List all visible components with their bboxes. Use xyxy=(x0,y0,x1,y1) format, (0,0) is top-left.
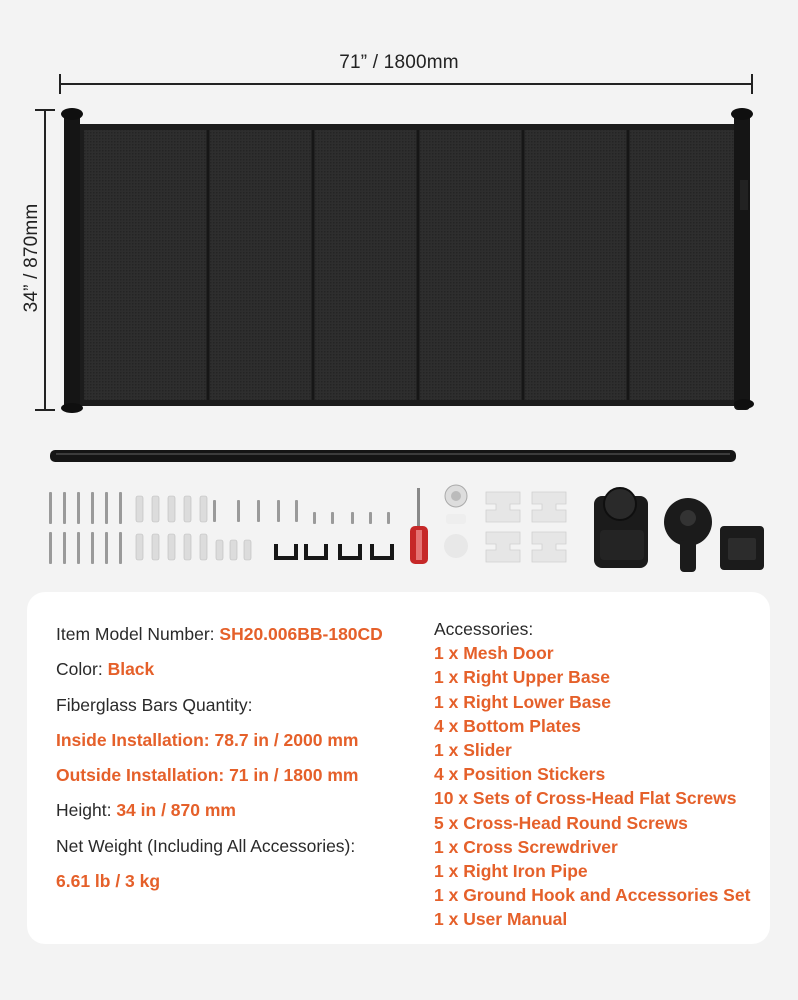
right-upper-base xyxy=(594,488,648,568)
height-value: 34 in / 870 mm xyxy=(116,800,236,821)
mesh-gate xyxy=(61,108,754,413)
accessory-item: 4 x Bottom Plates xyxy=(434,715,581,736)
accessory-item: 1 x Right Upper Base xyxy=(434,667,611,688)
model-number-label: Item Model Number: xyxy=(56,624,215,644)
screwdriver-icon xyxy=(410,488,428,564)
accessory-item: 1 x Ground Hook and Accessories Set xyxy=(434,885,751,906)
slider-part xyxy=(444,485,468,558)
bottom-plates xyxy=(276,544,392,558)
model-number-row xyxy=(56,617,426,652)
accessory-item: 4 x Position Stickers xyxy=(434,764,606,785)
ground-hook xyxy=(720,526,764,570)
outside-installation: Outside Installation: 71 in / 1800 mm xyxy=(56,765,359,786)
accessory-item: 1 x Slider xyxy=(434,739,512,760)
wall-anchors xyxy=(136,496,251,560)
specs-column xyxy=(56,617,426,899)
color-label: Color: xyxy=(56,659,103,680)
height-label: Height: xyxy=(56,800,112,821)
accessory-item: 1 x Mesh Door xyxy=(434,643,554,664)
left-post xyxy=(64,114,80,410)
height-dimension-label: 34” / 870mm xyxy=(21,203,42,313)
accessory-item: 1 x Right Lower Base xyxy=(434,691,611,712)
iron-pipe xyxy=(50,450,736,462)
model-number-value: SH20.006BB-180CD xyxy=(219,624,383,644)
height-row xyxy=(56,793,426,828)
accessory-item: 5 x Cross-Head Round Screws xyxy=(434,812,688,833)
accessories-column xyxy=(434,617,774,931)
accessory-item: 1 x Right Iron Pipe xyxy=(434,860,588,881)
position-stickers xyxy=(486,492,566,562)
width-dimension-label: 71” / 1800mm xyxy=(339,52,459,73)
width-dimension-line xyxy=(60,74,752,94)
inside-installation: Inside Installation: 78.7 in / 2000 mm xyxy=(56,729,359,750)
bars-quantity-label: Fiberglass Bars Quantity: xyxy=(56,694,253,715)
accessory-item: 1 x User Manual xyxy=(434,909,568,930)
accessory-item: 10 x Sets of Cross-Head Flat Screws xyxy=(434,788,737,809)
net-weight-label: Net Weight (Including All Accessories): xyxy=(56,835,356,856)
right-lower-base xyxy=(664,498,712,572)
color-row xyxy=(56,652,426,687)
color-value: Black xyxy=(107,659,155,680)
accessories-title: Accessories: xyxy=(434,619,534,639)
accessory-item: 1 x Cross Screwdriver xyxy=(434,836,618,857)
net-weight-value: 6.61 lb / 3 kg xyxy=(56,871,161,892)
right-post xyxy=(734,114,750,410)
